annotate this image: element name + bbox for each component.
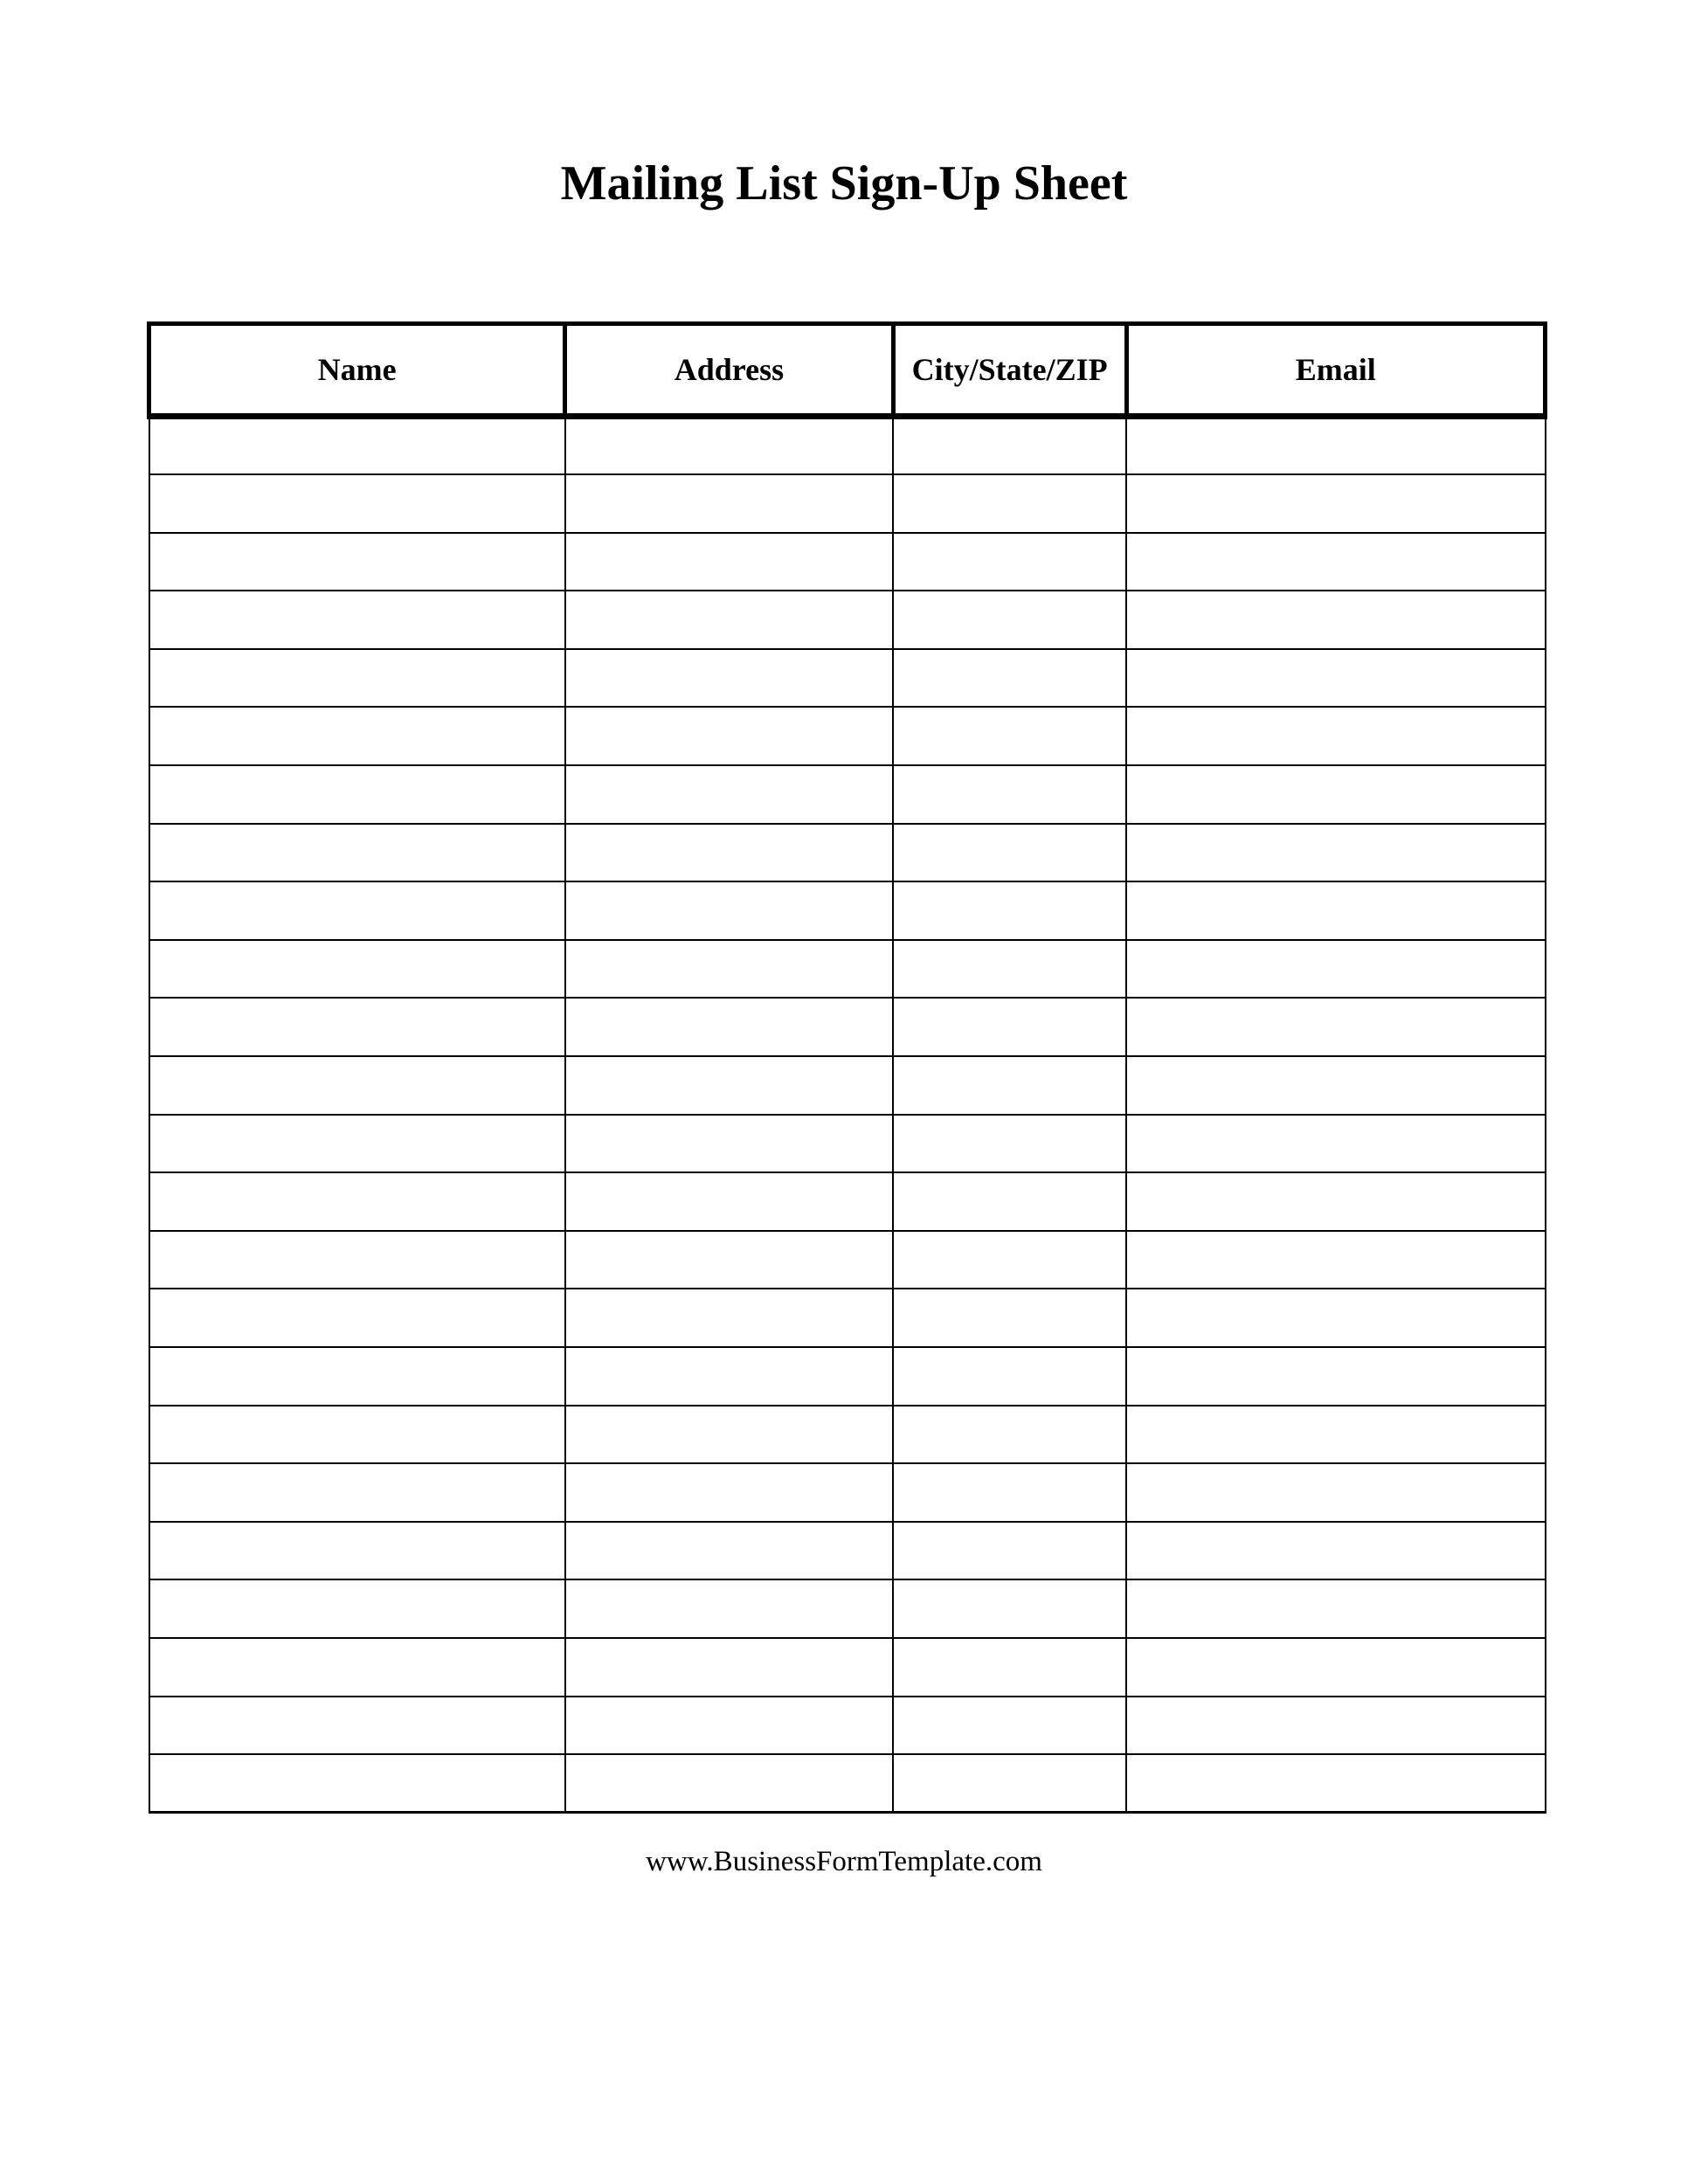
cell-city_state_zip	[893, 1522, 1126, 1580]
cell-email	[1126, 1463, 1545, 1522]
table-row	[149, 1231, 1546, 1289]
cell-email	[1126, 1289, 1545, 1347]
cell-city_state_zip	[893, 533, 1126, 591]
cell-city_state_zip	[893, 1289, 1126, 1347]
cell-address	[565, 765, 894, 824]
cell-address	[565, 1172, 894, 1231]
table-row	[149, 1347, 1546, 1406]
cell-address	[565, 591, 894, 649]
cell-city_state_zip	[893, 824, 1126, 882]
header-row	[149, 324, 1546, 417]
cell-city_state_zip	[893, 1347, 1126, 1406]
cell-name	[149, 1463, 565, 1522]
table-row	[149, 649, 1546, 708]
cell-name	[149, 417, 565, 475]
table-row	[149, 1638, 1546, 1697]
table-row	[149, 707, 1546, 765]
cell-email	[1126, 474, 1545, 533]
cell-name	[149, 707, 565, 765]
cell-name	[149, 1347, 565, 1406]
cell-email	[1126, 1638, 1545, 1697]
table-row	[149, 1406, 1546, 1464]
table-row	[149, 591, 1546, 649]
cell-address	[565, 1579, 894, 1638]
cell-email	[1126, 1172, 1545, 1231]
cell-address	[565, 1115, 894, 1173]
cell-city_state_zip	[893, 881, 1126, 940]
table-body	[149, 417, 1546, 1813]
cell-city_state_zip	[893, 1697, 1126, 1755]
table-header	[149, 324, 1546, 417]
table-row	[149, 1754, 1546, 1813]
cell-name	[149, 1172, 565, 1231]
cell-address	[565, 707, 894, 765]
cell-address	[565, 1754, 894, 1813]
cell-name	[149, 1231, 565, 1289]
cell-email	[1126, 1115, 1545, 1173]
cell-email	[1126, 533, 1545, 591]
cell-city_state_zip	[893, 940, 1126, 999]
cell-city_state_zip	[893, 1406, 1126, 1464]
cell-name	[149, 1406, 565, 1464]
cell-address	[565, 940, 894, 999]
table-row	[149, 881, 1546, 940]
cell-name	[149, 1638, 565, 1697]
mailing-list-table	[147, 321, 1547, 1814]
cell-email	[1126, 591, 1545, 649]
table-row	[149, 1522, 1546, 1580]
column-header-name: Name	[149, 324, 565, 417]
cell-address	[565, 533, 894, 591]
cell-city_state_zip	[893, 1231, 1126, 1289]
table-row	[149, 533, 1546, 591]
table-row	[149, 474, 1546, 533]
cell-email	[1126, 1231, 1545, 1289]
cell-email	[1126, 1406, 1545, 1464]
cell-city_state_zip	[893, 1115, 1126, 1173]
cell-address	[565, 998, 894, 1056]
footer-url: www.BusinessFormTemplate.com	[646, 1846, 1042, 1877]
table-row	[149, 940, 1546, 999]
table-row	[149, 765, 1546, 824]
cell-email	[1126, 649, 1545, 708]
cell-city_state_zip	[893, 1172, 1126, 1231]
cell-address	[565, 824, 894, 882]
cell-address	[565, 1347, 894, 1406]
cell-city_state_zip	[893, 1754, 1126, 1813]
cell-email	[1126, 707, 1545, 765]
cell-address	[565, 1638, 894, 1697]
cell-address	[565, 1406, 894, 1464]
column-header-address: Address	[565, 324, 894, 417]
cell-email	[1126, 881, 1545, 940]
cell-name	[149, 824, 565, 882]
cell-name	[149, 533, 565, 591]
table-row	[149, 1172, 1546, 1231]
table-row	[149, 417, 1546, 475]
table-row	[149, 1697, 1546, 1755]
cell-email	[1126, 998, 1545, 1056]
column-header-email: Email	[1126, 324, 1545, 417]
cell-city_state_zip	[893, 707, 1126, 765]
cell-name	[149, 881, 565, 940]
cell-city_state_zip	[893, 1056, 1126, 1115]
cell-email	[1126, 417, 1545, 475]
cell-email	[1126, 1522, 1545, 1580]
cell-name	[149, 1289, 565, 1347]
cell-email	[1126, 1579, 1545, 1638]
table-row	[149, 1579, 1546, 1638]
cell-address	[565, 1231, 894, 1289]
table-row	[149, 1056, 1546, 1115]
cell-name	[149, 1754, 565, 1813]
cell-name	[149, 998, 565, 1056]
table-row	[149, 1463, 1546, 1522]
cell-email	[1126, 1056, 1545, 1115]
cell-email	[1126, 1697, 1545, 1755]
table-row	[149, 1115, 1546, 1173]
cell-name	[149, 1056, 565, 1115]
cell-city_state_zip	[893, 417, 1126, 475]
cell-email	[1126, 940, 1545, 999]
cell-name	[149, 649, 565, 708]
cell-name	[149, 1579, 565, 1638]
cell-city_state_zip	[893, 765, 1126, 824]
cell-address	[565, 1056, 894, 1115]
cell-name	[149, 474, 565, 533]
cell-email	[1126, 824, 1545, 882]
cell-email	[1126, 765, 1545, 824]
cell-city_state_zip	[893, 591, 1126, 649]
cell-name	[149, 1697, 565, 1755]
cell-email	[1126, 1347, 1545, 1406]
cell-city_state_zip	[893, 1579, 1126, 1638]
cell-address	[565, 1522, 894, 1580]
cell-city_state_zip	[893, 1463, 1126, 1522]
cell-address	[565, 649, 894, 708]
cell-city_state_zip	[893, 474, 1126, 533]
cell-city_state_zip	[893, 649, 1126, 708]
cell-city_state_zip	[893, 998, 1126, 1056]
cell-name	[149, 940, 565, 999]
cell-address	[565, 474, 894, 533]
table-row	[149, 824, 1546, 882]
cell-city_state_zip	[893, 1638, 1126, 1697]
table-row	[149, 1289, 1546, 1347]
cell-name	[149, 591, 565, 649]
page-title: Mailing List Sign-Up Sheet	[560, 156, 1128, 211]
cell-name	[149, 1522, 565, 1580]
cell-name	[149, 1115, 565, 1173]
column-header-city-state-zip: City/State/ZIP	[893, 324, 1126, 417]
cell-address	[565, 1463, 894, 1522]
table-row	[149, 998, 1546, 1056]
cell-address	[565, 1697, 894, 1755]
cell-email	[1126, 1754, 1545, 1813]
cell-name	[149, 765, 565, 824]
cell-address	[565, 881, 894, 940]
cell-address	[565, 417, 894, 475]
cell-address	[565, 1289, 894, 1347]
